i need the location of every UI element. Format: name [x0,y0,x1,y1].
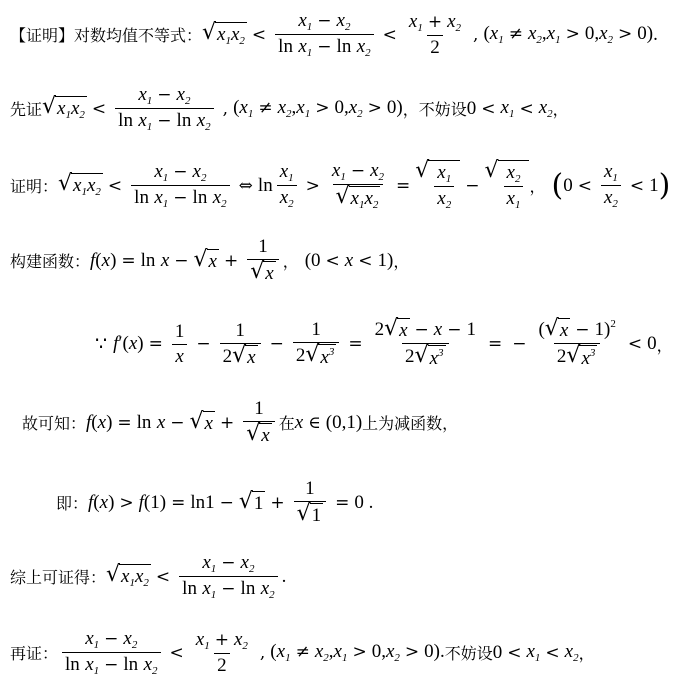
line-9: 再证： $\frac{x_1 - x_2}{\ln x_1 - \ln x_2}$ < $\frac{x_1 + x_2}{2}$ , $(x_1 \ne x_2,x_1 > 0,x_2 > 0)$. 不妨设 0 < $x_1$ < $x_2$ ， [10,628,595,677]
line-8-label: 综上可证得： [10,568,107,587]
line-7: 即： f ( x ) > f (1) = ln1 − √ 1 + 1 √ 1 = 0 . [56,478,374,526]
line-8: 综上可证得： √ $x_1x_2$ < $\frac{x_1 - x_2}{\ln x_1 - \ln x_2}$ . [10,552,287,601]
line-3: 证明： √ $x_1x_2$ < $\frac{x_1 - x_2}{\ln x_1 - \ln x_2}$ ⇔ ln $\frac{x_1}{x_2}$ > $x_1 - x_2$ √ $x_1x_2$ = √ $\frac{x_1}{x_2}$ − √ $\frac{x_2}{x_1}$ ， ( 0 < $\frac{x_1}{x_2}$ < 1 ) [10,158,671,211]
line-2: 先证 √ $x_1x_2$ < $\frac{x_1 - x_2}{\ln x_1 - \ln x_2}$ , $(x_1 \ne x_2,x_1 > 0,x_2 > 0)$ ，不妨设 0 < $x_1$ < $x_2$ ， [10,84,569,133]
line-9-label: 再证： [10,644,59,663]
line-6-suffix: 上为减函数， [362,414,459,433]
line-1-label: 【证明】对数均值不等式： [10,26,203,45]
line-3-label: 证明： [10,177,59,196]
line-4: 构建函数： f ( x ) = ln x − √ x + 1 √ x ， (0 < x < 1) ， [10,236,410,284]
line-2-suffix: ，不妨设 [402,100,467,119]
line-7-label: 即： [56,494,89,513]
line-9-mid: 不妨设 [444,644,493,663]
line-4-label: 构建函数： [10,252,91,271]
line-2-label: 先证 [10,100,43,119]
line-5: ∵ f ′( x ) = $\frac{1}{x}$ − 1 2 √ x − 1 2 √ $x^3$ = 2 √ x − x − 1 2 √ $x^3$ = − ( √ x − 1)$^2$ 2 √ $x^3$ < 0 ， [95,316,673,369]
line-6: 故可知： f ( x ) = ln x − √ x + 1 √ x 在 x ∈ (0,1) 上为减函数， [22,398,459,446]
line-6-mid: 在 [278,414,295,433]
line-1: 【证明】对数均值不等式： √ $x_1x_2$ < $\frac{x_1 - x_2}{\ln x_1 - \ln x_2}$ < $\frac{x_1 + x_2}{2}$ , $(x_1 \ne x_2,x_1 > 0,x_2 > 0)$ . [10,10,658,59]
log-mean-fraction: $\frac{x_1 - x_2}{\ln x_1 - \ln x_2}$ [275,10,374,59]
line-6-label: 故可知： [22,414,87,433]
sqrt-x1x2: √ $x_1x_2$ [202,20,245,47]
arith-mean-fraction: $\frac{x_1 + x_2}{2}$ [408,10,462,58]
